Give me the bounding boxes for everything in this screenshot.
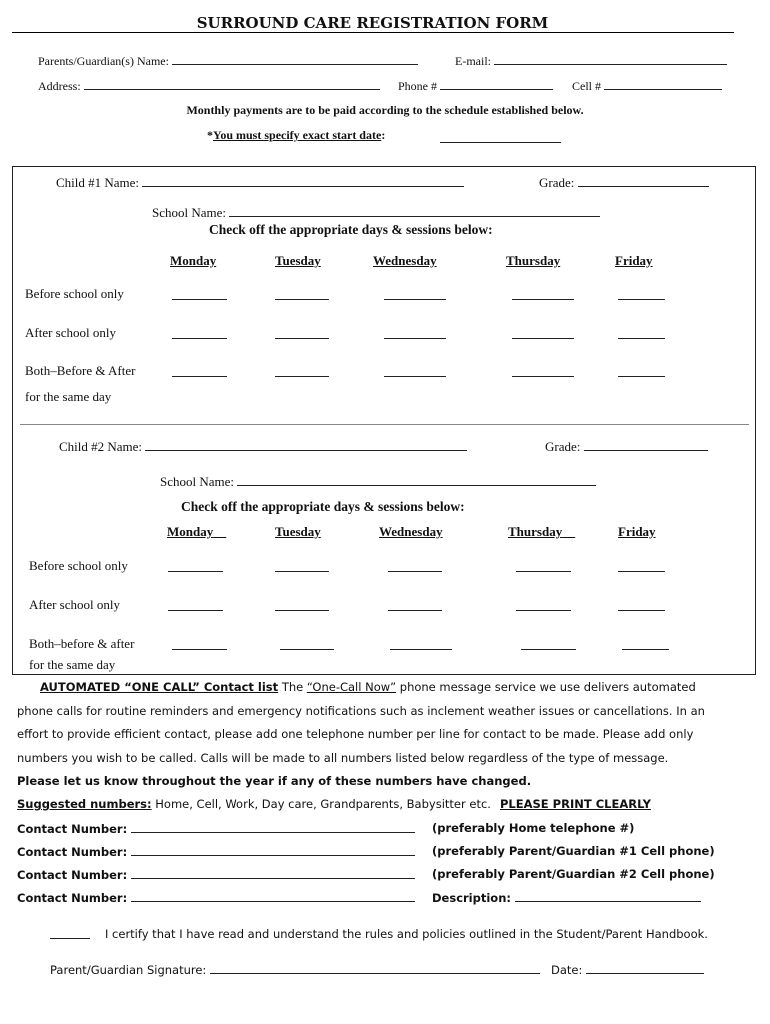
date-field[interactable] [586, 962, 704, 974]
children-box [12, 166, 756, 675]
contact-number-row-2 [17, 844, 415, 859]
child1-before-thursday-box[interactable] [512, 299, 574, 300]
description-field[interactable] [515, 890, 701, 902]
parents-name-row [38, 53, 418, 69]
child2-both-tuesday-box[interactable] [280, 649, 334, 650]
cell-label: Cell # [572, 79, 601, 93]
signature-row [50, 962, 540, 977]
child2-row-before: Before school only [29, 558, 128, 573]
cell-row [572, 78, 722, 94]
child2-before-tuesday-box[interactable] [275, 571, 329, 572]
address-label: Address: [38, 79, 81, 93]
child2-both-monday-box[interactable] [172, 649, 227, 650]
certify-initial-field[interactable] [50, 938, 90, 939]
child2-school-row [160, 474, 596, 490]
child2-before-monday-box[interactable] [168, 571, 223, 572]
signature-field[interactable] [210, 962, 540, 974]
child1-both-tuesday-box[interactable] [275, 376, 329, 377]
contact-intro-rest: phone message service we use delivers automated [399, 680, 696, 694]
child2-day-tuesday: Tuesday [275, 524, 321, 539]
date-row [551, 962, 704, 977]
child2-day-thursday: Thursday [508, 524, 563, 539]
child2-grade-row [545, 439, 708, 455]
child1-row-after: After school only [25, 325, 116, 340]
child1-after-tuesday-box[interactable] [275, 338, 329, 339]
contact-number-field-1[interactable] [131, 821, 415, 833]
child2-grade-field[interactable] [584, 439, 708, 451]
parents-name-field[interactable] [172, 53, 418, 65]
email-row [455, 53, 727, 69]
contact-number-label-3: Contact Number: [17, 868, 128, 882]
contact-number-label-2: Contact Number: [17, 845, 128, 859]
child1-both-friday-box[interactable] [618, 376, 665, 377]
child1-school-row [152, 205, 600, 221]
suggested-text: Home, Cell, Work, Day care, Grandparents, Babysitter etc. [155, 797, 491, 811]
child2-name-label: Child #2 Name: [59, 439, 143, 454]
phone-row [398, 78, 553, 94]
contact-number-row-4 [17, 890, 415, 905]
contact-intro-line1 [40, 680, 696, 694]
child2-row-after: After school only [29, 597, 120, 612]
contact-number-field-2[interactable] [131, 844, 415, 856]
form-title: SURROUND CARE REGISTRATION FORM [196, 14, 549, 32]
child1-both-wednesday-box[interactable] [384, 376, 446, 377]
one-call-now-text: “One-Call Now” [306, 680, 397, 694]
child2-both-wednesday-box[interactable] [390, 649, 452, 650]
child1-name-label: Child #1 Name: [56, 175, 140, 190]
phone-field[interactable] [440, 78, 553, 90]
child1-school-field[interactable] [229, 205, 600, 217]
child1-before-wednesday-box[interactable] [384, 299, 446, 300]
payment-note: Monthly payments are to be paid according to the schedule established below. [186, 103, 584, 117]
contact-intro-the: The [281, 680, 304, 694]
child2-grade-label: Grade: [545, 439, 581, 454]
child2-school-label: School Name: [160, 474, 235, 489]
cell-field[interactable] [604, 78, 722, 90]
title-underline [12, 32, 734, 33]
child2-before-thursday-box[interactable] [516, 571, 571, 572]
description-row [432, 890, 701, 905]
child1-before-monday-box[interactable] [172, 299, 227, 300]
contact-note-3: (preferably Parent/Guardian #2 Cell phone) [432, 867, 715, 881]
start-date-prefix: * [207, 128, 213, 142]
child1-both-monday-box[interactable] [172, 376, 227, 377]
child1-both-thursday-box[interactable] [512, 376, 574, 377]
children-divider [20, 424, 749, 425]
parents-name-label: Parents/Guardian(s) Name: [38, 54, 169, 68]
child1-after-wednesday-box[interactable] [384, 338, 446, 339]
start-date-suffix: : [381, 128, 386, 142]
child1-check-note: Check off the appropriate days & sessions below: [209, 222, 493, 237]
contact-intro-line4: numbers you wish to be called. Calls will be made to all numbers listed below regardless of the type of message. [17, 751, 669, 765]
child1-school-label: School Name: [152, 205, 227, 220]
child1-day-tuesday: Tuesday [275, 253, 321, 268]
signature-label: Parent/Guardian Signature: [50, 963, 207, 977]
contact-number-label-1: Contact Number: [17, 822, 128, 836]
suggested-row [17, 797, 491, 811]
start-date-row [207, 128, 385, 143]
child2-after-friday-box[interactable] [618, 610, 665, 611]
contact-note-1: (preferably Home telephone #) [432, 821, 635, 835]
contact-number-row-3 [17, 867, 415, 882]
child2-after-thursday-box[interactable] [516, 610, 571, 611]
child2-before-friday-box[interactable] [618, 571, 665, 572]
child1-row-same-day: for the same day [25, 389, 112, 404]
child1-name-row [56, 175, 464, 191]
child2-name-row [59, 439, 467, 455]
child2-check-note: Check off the appropriate days & sessions below: [181, 499, 465, 514]
contact-number-field-3[interactable] [131, 867, 415, 879]
print-clearly: PLEASE PRINT CLEARLY [500, 797, 651, 811]
child1-day-thursday: Thursday [506, 253, 561, 268]
certify-text: I certify that I have read and understand the rules and policies outlined in the Student/Parent Handbook. [105, 927, 708, 941]
child2-both-friday-box[interactable] [622, 649, 669, 650]
child2-name-field[interactable] [145, 439, 467, 451]
child1-grade-field[interactable] [578, 175, 709, 187]
child2-before-wednesday-box[interactable] [388, 571, 442, 572]
child1-day-monday: Monday [170, 253, 217, 268]
contact-intro-line5: Please let us know throughout the year if any of these numbers have changed. [17, 774, 532, 788]
address-row [38, 78, 380, 94]
child1-after-monday-box[interactable] [172, 338, 227, 339]
description-label: Description: [432, 891, 511, 905]
child1-row-both: Both–Before & After [25, 363, 136, 378]
child1-grade-row [539, 175, 709, 191]
child1-day-friday: Friday [615, 253, 653, 268]
email-field[interactable] [494, 53, 727, 65]
child2-row-same-day: for the same day [29, 657, 116, 672]
contact-intro-line2: phone calls for routine reminders and emergency notifications such as inclement weather issues or cancellations. In an [17, 704, 705, 718]
address-field[interactable] [84, 78, 380, 90]
child1-day-wednesday: Wednesday [373, 253, 437, 268]
child1-before-tuesday-box[interactable] [275, 299, 329, 300]
date-label: Date: [551, 963, 583, 977]
child2-after-wednesday-box[interactable] [388, 610, 442, 611]
contact-number-row-1 [17, 821, 415, 836]
child2-day-monday: Monday [167, 524, 214, 539]
child2-after-tuesday-box[interactable] [275, 610, 329, 611]
contact-number-label-4: Contact Number: [17, 891, 128, 905]
child1-after-thursday-box[interactable] [512, 338, 574, 339]
contact-intro-line3: effort to provide efficient contact, please add one telephone number per line for contact to be made. Please add only [17, 727, 694, 741]
child2-day-friday: Friday [618, 524, 656, 539]
child1-before-friday-box[interactable] [618, 299, 665, 300]
child2-day-wednesday: Wednesday [379, 524, 443, 539]
email-label: E-mail: [455, 54, 491, 68]
start-date-note: You must specify exact start date [213, 128, 382, 142]
child1-after-friday-box[interactable] [618, 338, 665, 339]
child2-after-monday-box[interactable] [168, 610, 223, 611]
contact-note-2: (preferably Parent/Guardian #1 Cell phone) [432, 844, 715, 858]
child1-grade-label: Grade: [539, 175, 575, 190]
child1-row-before: Before school only [25, 286, 124, 301]
child2-both-thursday-box[interactable] [521, 649, 576, 650]
child1-name-field[interactable] [142, 175, 464, 187]
child2-school-field[interactable] [237, 474, 596, 486]
phone-label: Phone # [398, 79, 437, 93]
contact-heading: AUTOMATED “ONE CALL” Contact list [40, 680, 279, 694]
contact-number-field-4[interactable] [131, 890, 415, 902]
child2-row-both: Both–before & after [29, 636, 135, 651]
suggested-label: Suggested numbers: [17, 797, 152, 811]
start-date-field[interactable] [440, 142, 561, 143]
